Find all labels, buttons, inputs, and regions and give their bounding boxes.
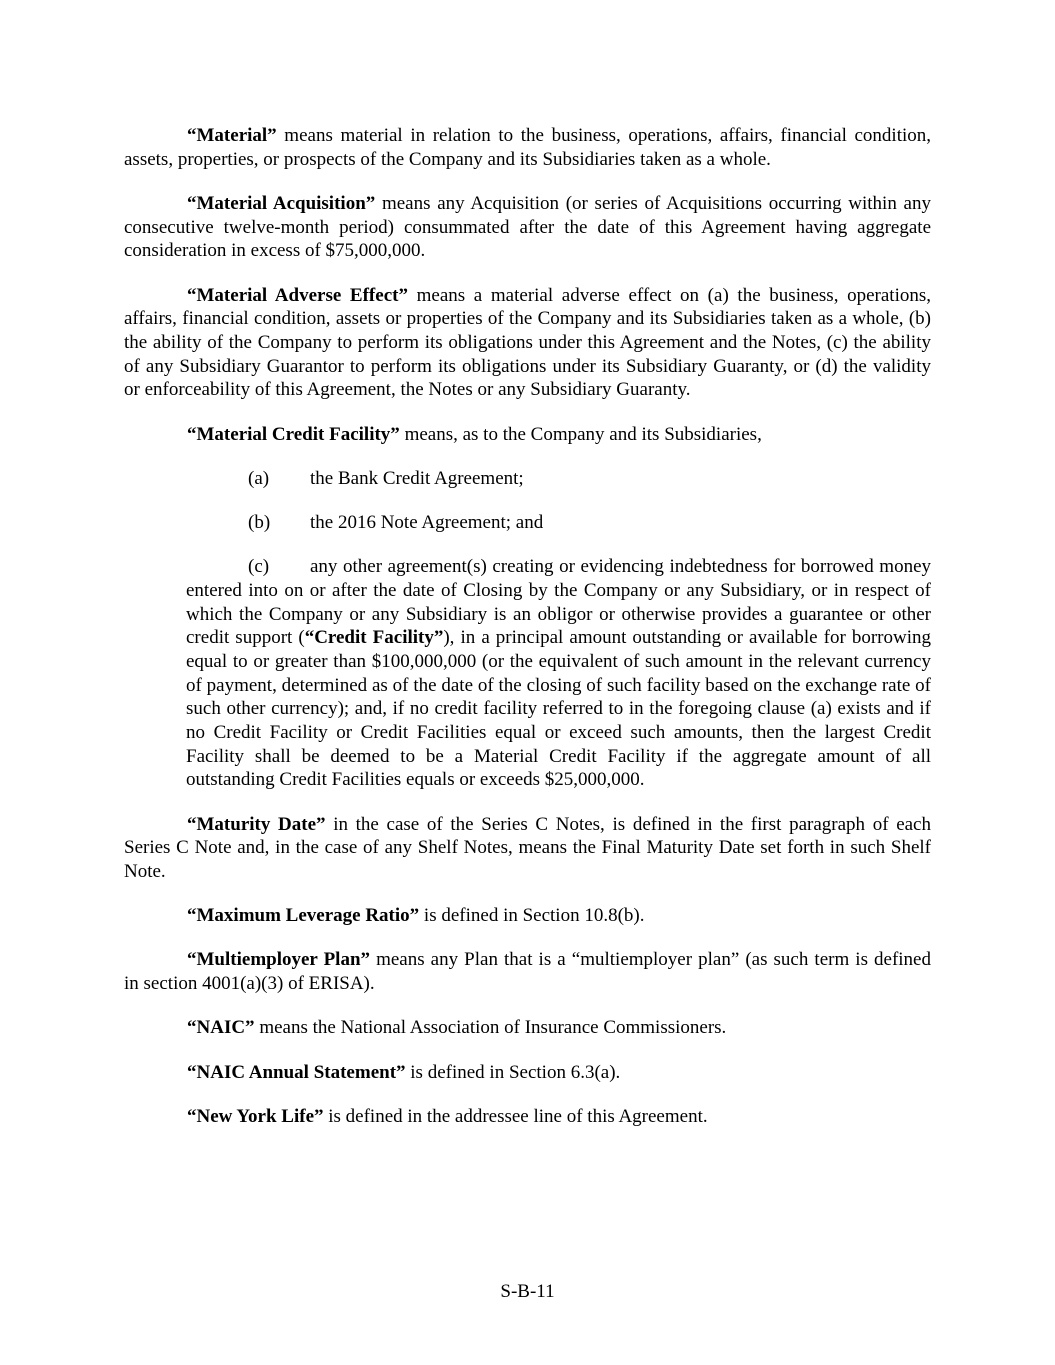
defined-term: “Maturity Date” [187,813,326,835]
defined-term: “Material Adverse Effect” [187,284,408,306]
definition-text: means, as to the Company and its Subsidiaries, [399,423,762,445]
clause-item-a [124,467,931,491]
clause-text: the Bank Credit Agreement; [310,467,524,489]
clause-item-c [186,555,931,792]
definition-naic-annual-statement [124,1061,931,1085]
definition-material-adverse-effect [124,284,931,403]
defined-term: “Material Credit Facility” [187,423,400,445]
defined-term: “Maximum Leverage Ratio” [187,905,420,927]
clause-label: (b) [248,511,271,533]
definition-maximum-leverage-ratio [124,904,931,928]
defined-term: “Material” [187,125,277,146]
page-number: S-B-11 [500,1281,555,1302]
clause-item-b [124,511,931,535]
definition-maturity-date [124,813,931,884]
definition-new-york-life [124,1105,931,1129]
definition-material [124,124,931,171]
definition-material-credit-facility [124,423,931,447]
defined-term: “Material Acquisition” [187,192,376,214]
clause-label: (c) [248,556,270,578]
definition-text: means material in relation to the business, operations, affairs, financial condition, assets, properties, or prospects of the Company and its Subsidiaries taken as a whole. [124,125,931,170]
definition-text: in the case of the Series C Notes, is defined in the first paragraph of each Series C Note and, in the case of any Shelf Notes, means the Final Maturity Date set forth in such Shelf Note. [124,813,931,883]
defined-term: “Multiemployer Plan” [187,949,371,971]
clause-text: the 2016 Note Agreement; and [310,511,544,533]
definition-naic [124,1016,931,1040]
defined-term: “Credit Facility” [304,627,444,649]
clause-text-after: ), in a principal amount outstanding or available for borrowing equal to or greater than $100,000,000 (or the equivalent of such amount in the relevant currency of payment, determined as of the date of the closing of such facility based on the exchange rate of such other currency); and, if no credit facility referred to in the foregoing clause (a) exists and if no Credit Facility or Credit Facilities equal or exceed such amounts, then the largest Credit Facility shall be deemed to be a Material Credit Facility if the aggregate amount of all outstanding Credit Facilities equals or exceeds $25,000,000. [186,627,931,791]
definition-text: is defined in Section 10.8(b). [419,905,645,927]
definition-material-acquisition [124,192,931,263]
clause-label: (a) [248,467,270,489]
definition-text: means a material adverse effect on (a) the business, operations, affairs, financial condition, assets or properties of the Company and its Subsidiaries taken as a whole, (b) the ability of the Company to perform its obligations under this Agreement and the Notes, (c) the ability of any Subsidiary Guarantor to perform its obligations under its Subsidiary Guaranty, or (d) the validity or enforceability of this Agreement, the Notes or any Subsidiary Guaranty. [124,284,931,401]
definition-text: means any Plan that is a “multiemployer plan” (as such term is defined in section 4001(a)(3) of ERISA). [124,949,931,995]
defined-term: “New York Life” [187,1105,324,1127]
definition-text: is defined in Section 6.3(a). [405,1061,621,1083]
definition-multiemployer-plan [124,948,931,995]
definition-text: means any Acquisition (or series of Acquisitions occurring within any consecutive twelve-month period) consummated after the date of this Agreement having aggregate consideration in excess of $75,000,000. [124,192,931,262]
definition-text: means the National Association of Insurance Commissioners. [254,1017,727,1039]
defined-term: “NAIC” [187,1017,255,1039]
document-page [124,124,931,1149]
definition-text: is defined in the addressee line of this Agreement. [323,1105,708,1127]
defined-term: “NAIC Annual Statement” [187,1061,406,1083]
clause-text-before: any other agreement(s) creating or evidencing indebtedness for borrowed money entered into on or after the date of Closing by the Company or any Subsidiary, or in respect of which the Company or any Subsidiary is an obligor or otherwise provides a guarantee or other credit support ( [186,556,931,649]
